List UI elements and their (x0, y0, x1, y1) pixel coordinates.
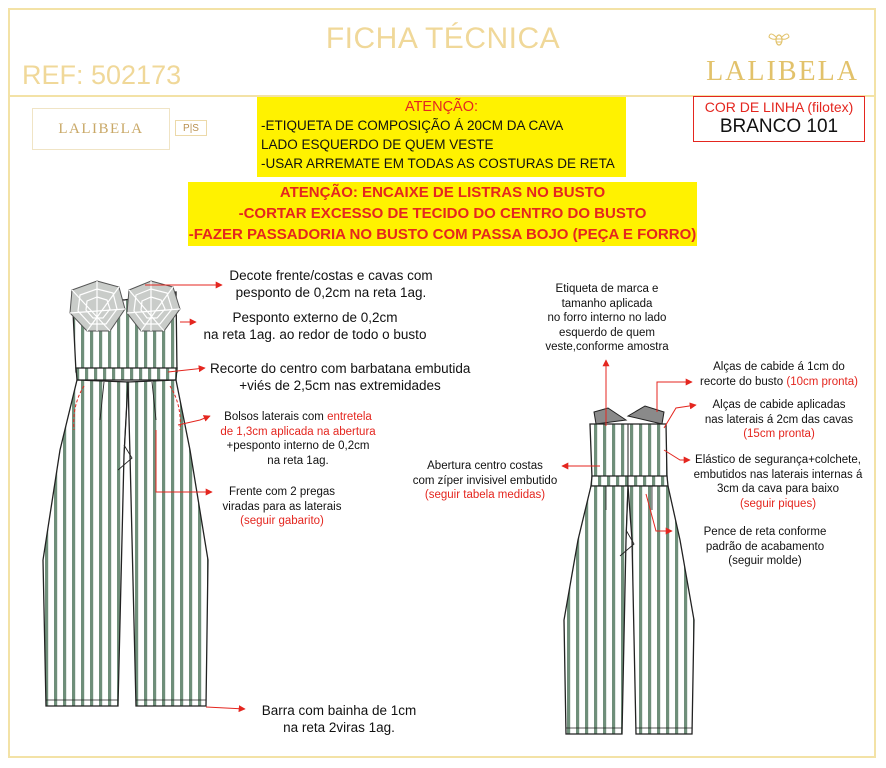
note-line: na reta 1ag. ao redor de todo o busto (203, 327, 427, 342)
note-line: Abertura centro costas (427, 460, 543, 472)
note-line: (15cm pronta) (743, 428, 815, 440)
note-line: pesponto de 0,2cm na reta 1ag. (235, 285, 427, 300)
callout-arrow (206, 707, 245, 709)
warning-line: ATENÇÃO: ENCAIXE DE LISTRAS NO BUSTO (279, 184, 606, 201)
callout-arrow (657, 382, 692, 412)
side-straps-note (690, 398, 868, 442)
note-line: Bolsos laterais com (224, 411, 328, 423)
note-line: Pence de reta conforme (703, 526, 827, 538)
note-line: Etiqueta de marca e (555, 283, 659, 295)
note-line: (seguir tabela medidas) (424, 489, 546, 501)
note-line: (seguir molde) (728, 555, 802, 567)
brand-logo: LALIBELA (706, 56, 859, 87)
note-line: Elástico de segurança+colchete, (695, 454, 861, 466)
note-line: no forro interno no lado (547, 312, 667, 324)
note-line: viradas para as laterais (222, 500, 342, 513)
note-line: esquerdo de quem (559, 326, 655, 339)
back-view-drawing (564, 406, 694, 734)
note-highlight: (10cm pronta) (786, 375, 858, 388)
zipper-note (410, 459, 560, 503)
neckline-note (226, 267, 436, 301)
note-highlight: entretela (327, 411, 372, 423)
dart-note (675, 525, 855, 569)
center-seam-note (210, 360, 470, 394)
front-view-drawing (43, 281, 208, 706)
note-line: (seguir gabarito) (240, 515, 324, 527)
note-line: Barra com bainha de 1cm (261, 703, 417, 718)
label-brand: LALIBELA (32, 108, 170, 150)
pockets-note (208, 410, 388, 468)
note-line: padrão de acabamento (705, 540, 825, 553)
label-size: P|S (175, 120, 207, 136)
note-line: embutidos nas laterais internas á (693, 468, 863, 481)
note-line: com zíper invisivel embutido (412, 474, 558, 487)
note-line: Decote frente/costas e cavas com (229, 268, 433, 283)
attention-heading: ATENÇÃO: (404, 99, 479, 115)
note-line: na reta 2viras 1ag. (283, 720, 395, 735)
thread-color-heading: COR DE LINHA (filotex) (704, 99, 854, 115)
pleats-note (212, 485, 352, 529)
hem-note (244, 702, 434, 736)
hanger-straps-note (690, 360, 868, 389)
thread-color-value: BRANCO 101 (719, 116, 839, 137)
attention-line: LADO ESQUERDO DE QUEM VESTE (261, 137, 494, 152)
elastic-note (688, 453, 868, 511)
note-line: na reta 1ag. (267, 454, 329, 467)
note-line: 3cm da cava para baixo (716, 483, 840, 495)
topstitch-note (200, 309, 430, 343)
note-line: +pesponto interno de 0,2cm (226, 440, 370, 452)
warning-line: -CORTAR EXCESSO DE TECIDO DO CENTRO DO BUSTO (238, 205, 647, 222)
note-line: tamanho aplicada (561, 297, 653, 310)
brand-label-note (536, 282, 678, 355)
note-line: de 1,3cm aplicada na abertura (220, 425, 376, 438)
note-line: Alças de cabide aplicadas (712, 399, 846, 411)
note-line: (seguir piques) (739, 497, 817, 510)
note-line: Alças de cabide á 1cm do (713, 361, 845, 373)
callout-arrow (664, 450, 690, 460)
attention-line: -ETIQUETA DE COMPOSIÇÃO Á 20CM DA CAVA (261, 118, 564, 133)
note-line: +viés de 2,5cm nas extremidades (239, 378, 441, 393)
reference-number: REF: 502173 (22, 60, 182, 90)
note-line: Pesponto externo de 0,2cm (232, 310, 398, 325)
note-line: nas laterais á 2cm das cavas (704, 413, 854, 426)
warning-line: -FAZER PASSADORIA NO BUSTO COM PASSA BOJO (PEÇA E FORRO) (188, 226, 697, 243)
note-line: Recorte do centro com barbatana embutida (210, 361, 471, 376)
note-line: veste,conforme amostra (545, 341, 669, 353)
attention-line: -USAR ARREMATE EM TODAS AS COSTURAS DE RETA (261, 156, 615, 171)
page-title: FICHA TÉCNICA (325, 22, 561, 55)
note-line: recorte do busto (700, 375, 787, 388)
note-line: Frente com 2 pregas (228, 486, 336, 498)
